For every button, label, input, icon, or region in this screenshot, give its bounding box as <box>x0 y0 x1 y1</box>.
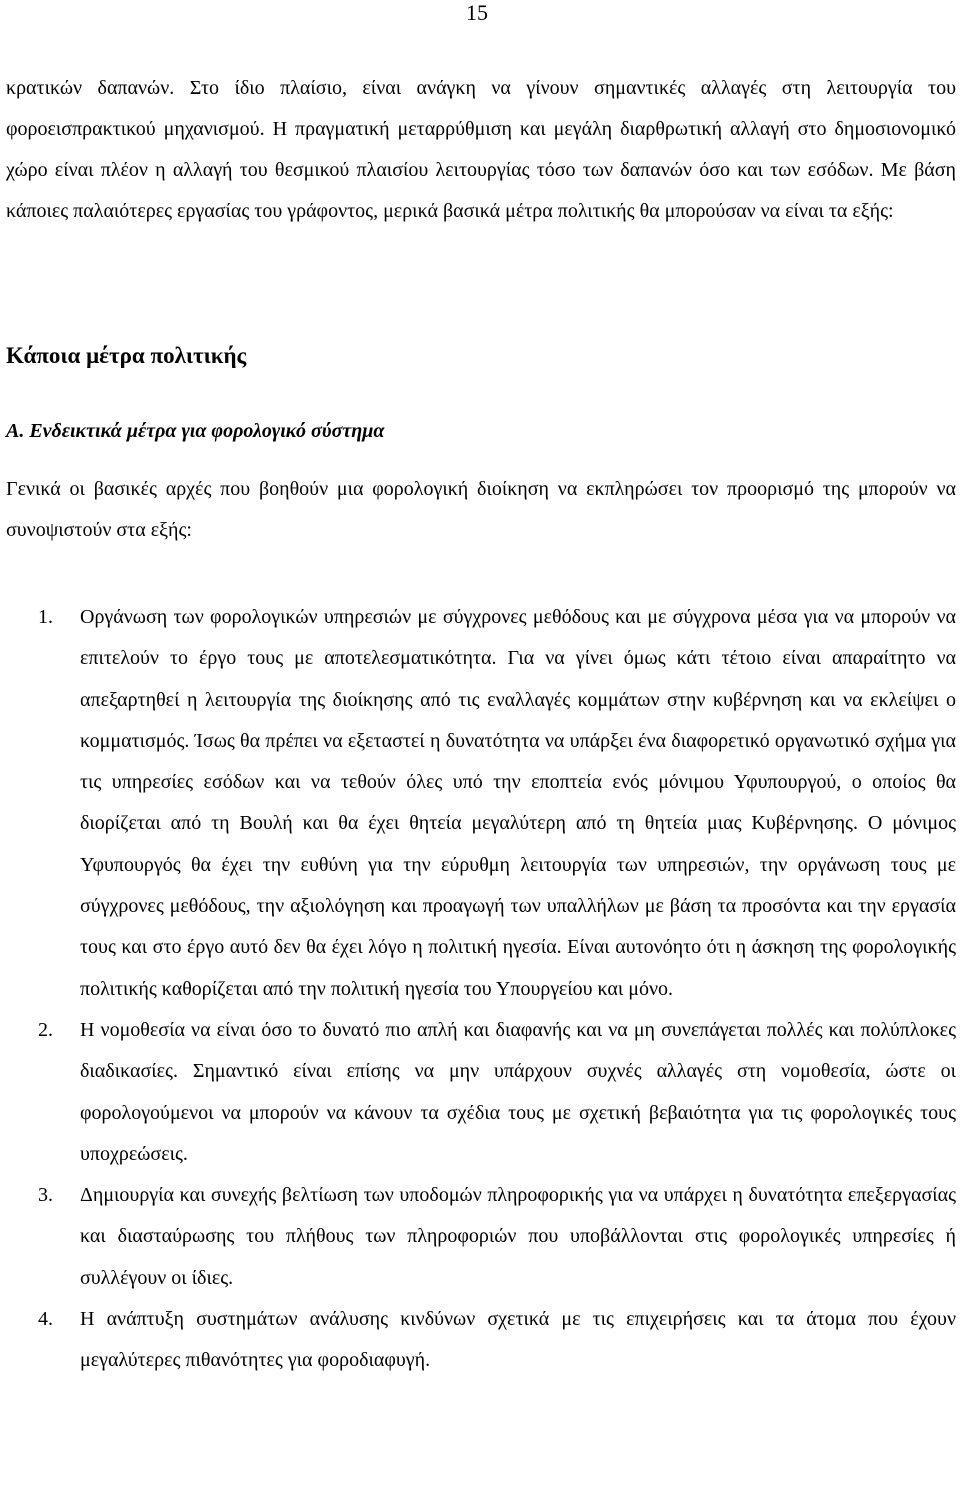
measures-list <box>0 597 960 1382</box>
intro-paragraph: κρατικών δαπανών. Στο ίδιο πλαίσιο, είναι ανάγκη να γίνουν σημαντικές αλλαγές στη λειτουργία του φοροεισπρακτικού μηχανισμού. Η πραγματική μεταρρύθμιση και μεγάλη διαρθρωτική αλλαγή στο δημοσιονομικό χώρο είναι πλέον η αλλαγή του θεσμικού πλαισίου λειτουργίας τόσο των δαπανών όσο και των εσόδων. Με βάση κάποιες παλαιότερες εργασίας του γράφοντος, μερικά βασικά μέτρα πολιτικής θα μπορούσαν να είναι τα εξής: <box>6 77 956 222</box>
measure-text: Η ανάπτυξη συστημάτων ανάλυσης κινδύνων σχετικά με τις επιχειρήσεις και τα άτομα που έχουν μεγαλύτερες πιθανότητες για φοροδιαφυγή. <box>80 1308 956 1372</box>
measure-number: 4. <box>38 1308 53 1331</box>
measure-number: 1. <box>38 606 53 628</box>
measure-text: Δημιουργία και συνεχής βελτίωση των υποδομών πληροφορικής για να υπάρχει η δυνατότητα επεξεργασίας και διασταύρωσης του πλήθους των πληροφοριών που υποβάλλονται στις φορολογικές υπηρεσίες ή συλλέγουν οι ίδιες. <box>80 1184 956 1289</box>
general-paragraph: Γενικά οι βασικές αρχές που βοηθούν μια φορολογική διοίκηση να εκπληρώσει τον προορισμό της μπορούν να συνοψιστούν στα εξής: <box>6 478 956 541</box>
measure-item-1 <box>0 597 956 1010</box>
measure-text: Η νομοθεσία να είναι όσο το δυνατό πιο απλή και διαφανής και να μη συνεπάγεται πολλές και πολύπλοκες διαδικασίες. Σημαντικό είναι επίσης να μην υπάρχουν συχνές αλλαγές στη νομοθεσία, ώστε οι φορολογούμενοι να μπορούν να κάνουν τα σχέδια τους με σχετική βεβαιότητα για τις φορολογικές τους υποχρεώσεις. <box>80 1018 956 1165</box>
section-heading: Κάποια μέτρα πολιτικής <box>6 343 247 368</box>
measure-text: Οργάνωση των φορολογικών υπηρεσιών με σύγχρονες μεθόδους και με σύγχρονα μέσα για να μπορούν να επιτελούν το έργο τους με αποτελεσματικότητα. Για να γίνει όμως κάτι τέτοιο είναι απαραίτητο να απεξαρτηθεί η λειτουργία της διοίκησης από τις εναλλαγές κομμάτων στην κυβέρνηση και να εκλείψει ο κομματισμός. Ίσως θα πρέπει να εξεταστεί η δυνατότητα να υπάρξει ένα διαφορετικό οργανωτικό σχήμα για τις υπηρεσίες εσόδων και να τεθούν όλες υπό την εποπτεία ενός μόνιμου Υφυπουργού, ο οποίος θα διορίζεται από τη Βουλή και θα έχει θητεία μεγαλύτερη από τη θητεία μιας Κυβέρνησης. Ο μόνιμος Υφυπουργός θα έχει την ευθύνη για την εύρυθμη λειτουργία των υπηρεσιών, την οργάνωση τους με σύγχρονες μεθόδους, την αξιολόγηση και προαγωγή των υπαλλήλων με βάση τα προσόντα και την εργασία τους και στο έργο αυτό δεν θα έχει λόγο η πολιτική ηγεσία. Είναι αυτονόητο ότι η άσκηση της φορολογικής πολιτικής καθορίζεται από την πολιτική ηγεσία του Υπουργείου και μόνο. <box>80 606 956 1000</box>
measure-item-3 <box>0 1175 956 1299</box>
measure-item-4 <box>0 1299 956 1382</box>
measure-item-2 <box>0 1010 956 1175</box>
measure-number: 2. <box>38 1018 53 1041</box>
section-subheading: Α. Ενδεικτικά μέτρα για φορολογικό σύστημα <box>6 420 385 442</box>
page-number: 15 <box>466 0 488 25</box>
measure-number: 3. <box>38 1184 53 1207</box>
